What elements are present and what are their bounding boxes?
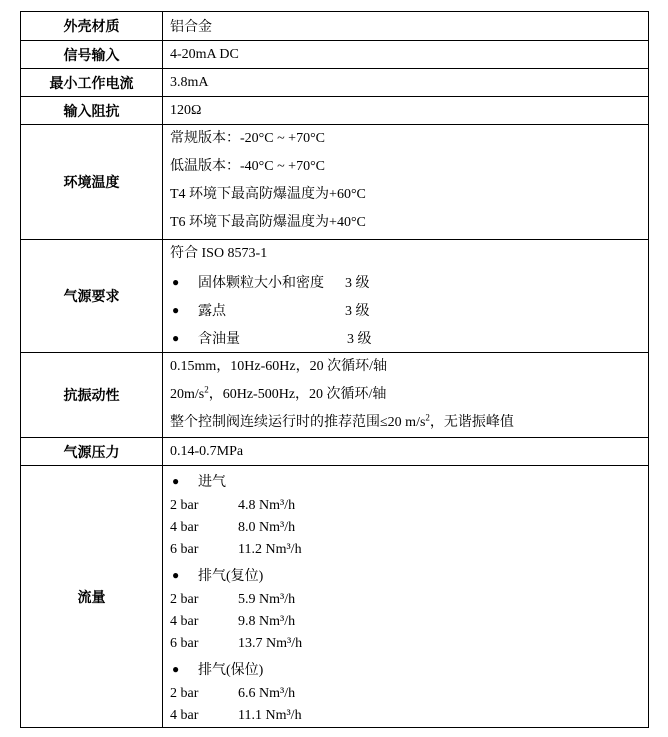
vibration-line-1: 0.15mm，10Hz-60Hz，20 次循环/轴 [170, 359, 387, 374]
label-temperature: 环境温度 [21, 125, 163, 240]
bullet-icon: ● [172, 274, 180, 289]
value-min-current: 3.8mA [163, 69, 649, 97]
flow-row [170, 517, 648, 539]
flow-group-title-text: 排气(保位) [198, 663, 264, 678]
value-housing: 铝合金 [163, 12, 649, 41]
flow-row [170, 633, 648, 655]
list-item [170, 296, 648, 324]
bullet-icon: ● [172, 330, 180, 345]
value-pressure: 0.14-0.7MPa [163, 438, 649, 466]
value-temperature [163, 125, 649, 240]
value-impedance: 120Ω [163, 97, 649, 125]
list-item [170, 324, 648, 352]
flow-pressure: 2 bar [170, 592, 199, 607]
flow-group-title-text: 进气 [198, 475, 226, 490]
vibration-line-2-pre: 20m/s [170, 387, 205, 402]
flow-row [170, 705, 648, 727]
flow-value: 13.7 Nm³/h [238, 636, 303, 651]
flow-group-title [170, 467, 648, 495]
row-impedance [21, 97, 649, 125]
bullet-icon: ● [172, 567, 180, 582]
value-flow [163, 466, 649, 728]
label-housing: 外壳材质 [21, 12, 163, 41]
flow-pressure: 2 bar [170, 498, 199, 513]
flow-row [170, 589, 648, 611]
temp-line-t4: T4 环境下最高防爆温度为+60°C [170, 187, 366, 202]
flow-row [170, 683, 648, 705]
value-air-source [163, 240, 649, 353]
flow-pressure: 6 bar [170, 636, 199, 651]
temp-line-low: 低温版本：-40°C ~ +70°C [170, 159, 326, 174]
bullet-icon: ● [172, 661, 180, 676]
flow-value: 4.8 Nm³/h [238, 498, 296, 513]
flow-value: 8.0 Nm³/h [238, 520, 296, 535]
label-impedance: 输入阻抗 [21, 97, 163, 125]
flow-value: 11.1 Nm³/h [238, 708, 302, 723]
temp-line-t6: T6 环境下最高防爆温度为+40°C [170, 215, 366, 230]
vibration-line-3-post: ，无谐振峰值 [429, 415, 514, 430]
bullet-icon: ● [172, 302, 180, 317]
flow-row [170, 539, 648, 561]
air-item-name: 固体颗粒大小和密度 [198, 276, 324, 291]
flow-group-title [170, 561, 648, 589]
air-item-name: 露点 [198, 304, 226, 319]
vibration-line-3-sup: 2 [425, 412, 430, 423]
flow-value: 6.6 Nm³/h [238, 686, 296, 701]
row-housing [21, 12, 649, 41]
label-pressure: 气源压力 [21, 438, 163, 466]
flow-group-title [170, 655, 648, 683]
vibration-line-2 [170, 381, 648, 409]
vibration-line-2-sup: 2 [204, 384, 209, 395]
flow-value: 11.2 Nm³/h [238, 542, 302, 557]
value-signal: 4-20mA DC [163, 41, 649, 69]
label-signal: 信号输入 [21, 41, 163, 69]
flow-value: 5.9 Nm³/h [238, 592, 296, 607]
row-flow [21, 466, 649, 728]
row-pressure [21, 438, 649, 466]
row-air-source [21, 240, 649, 353]
vibration-line-3 [170, 409, 648, 437]
air-item-grade: 3 级 [345, 276, 370, 291]
spec-table [20, 11, 649, 728]
air-item-grade: 3 级 [345, 304, 370, 319]
vibration-line-2-post: ，60Hz-500Hz，20 次循环/轴 [208, 387, 387, 402]
temp-line-normal: 常规版本：-20°C ~ +70°C [170, 131, 326, 146]
flow-pressure: 4 bar [170, 614, 199, 629]
flow-row [170, 611, 648, 633]
vibration-line-3-pre: 整个控制阀连续运行时的推荐范围≤20 m/s [170, 415, 426, 430]
air-item-grade: 3 级 [347, 332, 372, 347]
flow-pressure: 2 bar [170, 686, 199, 701]
flow-value: 9.8 Nm³/h [238, 614, 296, 629]
flow-pressure: 4 bar [170, 708, 199, 723]
bullet-icon: ● [172, 473, 180, 488]
air-source-intro: 符合 ISO 8573-1 [170, 246, 268, 261]
row-temperature [21, 125, 649, 240]
air-item-name: 含油量 [198, 332, 240, 347]
label-flow: 流量 [21, 466, 163, 728]
flow-pressure: 6 bar [170, 542, 199, 557]
flow-pressure: 4 bar [170, 520, 199, 535]
flow-row [170, 495, 648, 517]
row-signal [21, 41, 649, 69]
flow-group-title-text: 排气(复位) [198, 569, 264, 584]
list-item [170, 268, 648, 296]
row-min-current [21, 69, 649, 97]
value-vibration [163, 353, 649, 438]
label-vibration: 抗振动性 [21, 353, 163, 438]
row-vibration [21, 353, 649, 438]
label-min-current: 最小工作电流 [21, 69, 163, 97]
label-air-source: 气源要求 [21, 240, 163, 353]
